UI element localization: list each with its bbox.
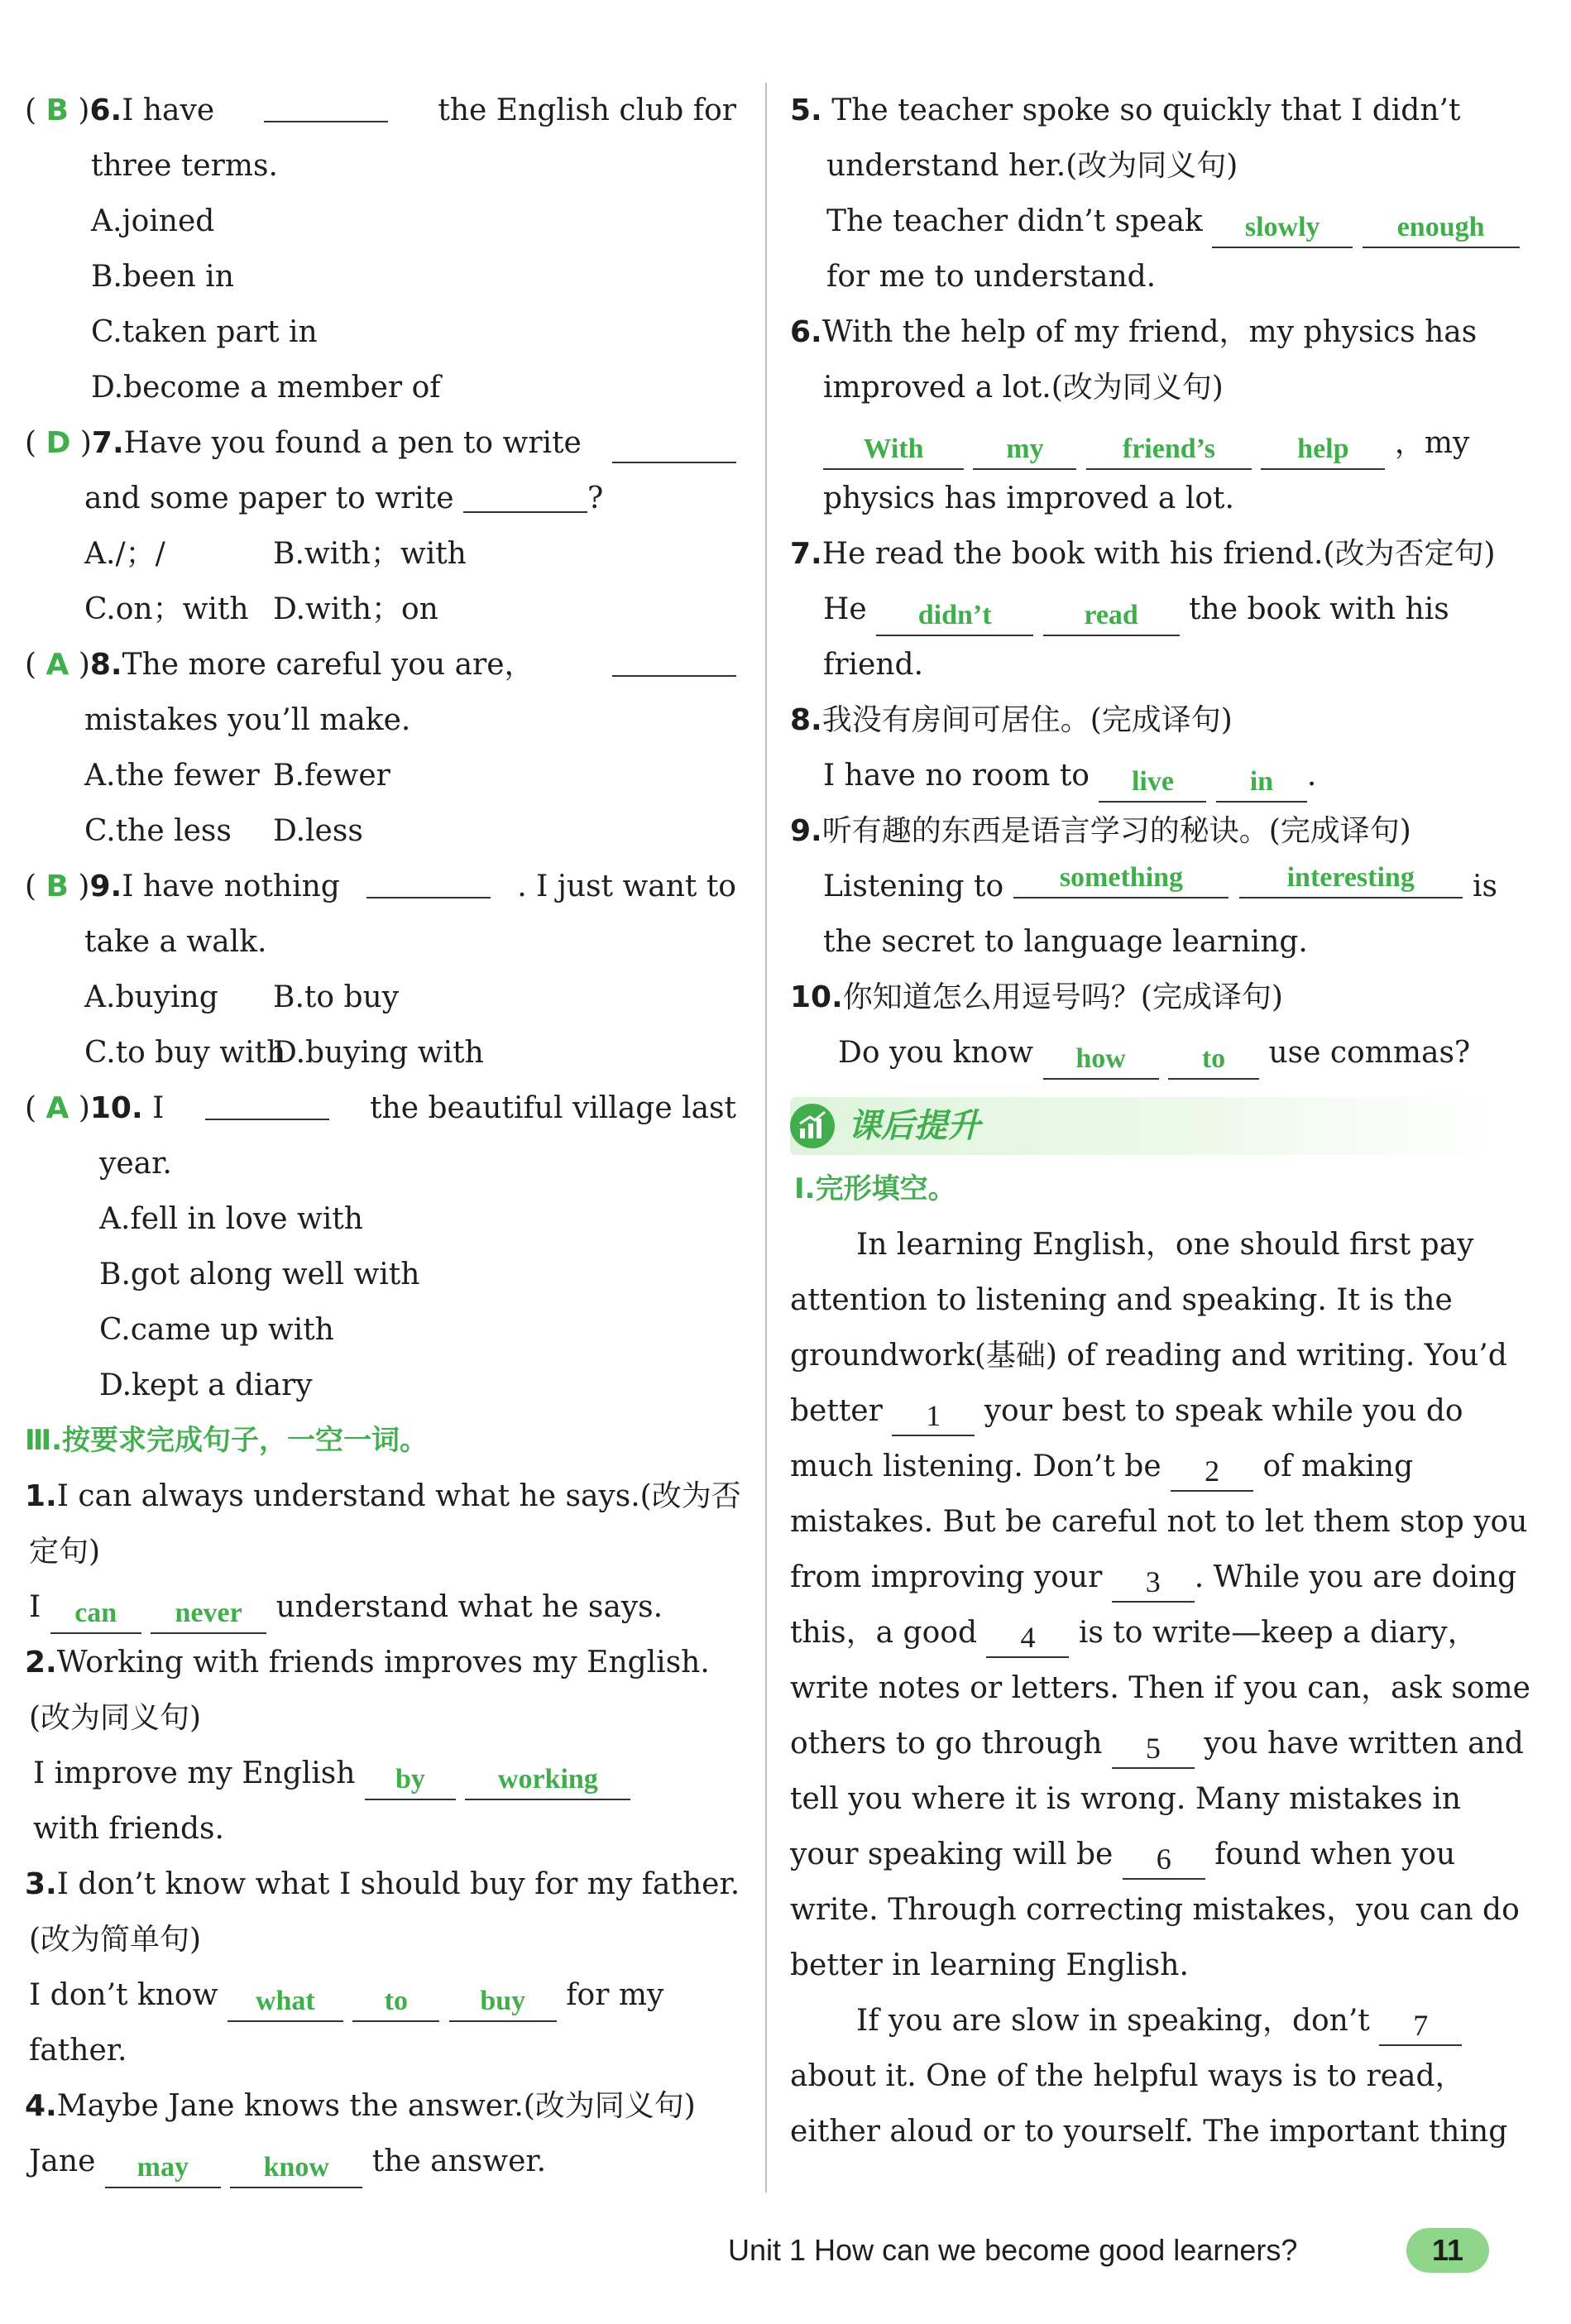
sentence-5-answer	[790, 194, 1497, 249]
answer-blank[interactable]: buy	[449, 1982, 557, 2022]
answer-blank[interactable]: friend’s	[1086, 430, 1252, 470]
question-text: I have	[122, 93, 215, 127]
blank[interactable]	[463, 473, 587, 513]
cloze-heading: Ⅰ.完形填空。	[794, 1172, 956, 1205]
cloze-blank[interactable]: 1	[892, 1397, 975, 1436]
option-d[interactable]: D.buying with	[273, 1036, 484, 1070]
cloze-text: . While you are doing	[1194, 1560, 1517, 1594]
item-text: Working with friends improves my English.	[56, 1646, 710, 1680]
cloze-text: this，a good	[790, 1616, 977, 1650]
cloze-blank[interactable]: 6	[1123, 1840, 1205, 1880]
sentence-text: physics has improved a lot.	[823, 482, 1234, 515]
sentence-3-answer	[25, 1967, 736, 2023]
question-number: 8.	[89, 648, 122, 682]
sentence-10-answer	[790, 1025, 1497, 1081]
question-number: 9.	[89, 870, 122, 903]
answer-blank[interactable]: help	[1261, 430, 1385, 470]
sentence-10	[790, 970, 1497, 1025]
page-number: 11	[1406, 2228, 1489, 2273]
option-a[interactable]: A.joined	[91, 204, 215, 238]
item-text: improved a lot.(改为同义句)	[823, 371, 1224, 405]
options-row	[25, 1025, 736, 1081]
cloze-text: from improving your	[790, 1560, 1103, 1594]
option-b[interactable]: B.been in	[91, 260, 234, 294]
option-c[interactable]: C.the less	[84, 814, 232, 848]
cloze-text: is to write—keep a diary，	[1078, 1616, 1478, 1650]
option-c[interactable]: C.to buy with	[84, 1036, 286, 1070]
item-text: 我没有房间可居住。(完成译句)	[821, 703, 1233, 737]
column-divider	[765, 83, 767, 2192]
sentence-9	[790, 803, 1497, 859]
item-text: 听有趣的东西是语言学习的秘诀。(完成译句)	[821, 814, 1411, 848]
item-number: 7.	[790, 537, 822, 571]
sentence-text: the book with his	[1189, 592, 1449, 626]
answer-blank[interactable]: to	[352, 1982, 439, 2022]
sentence-1	[25, 1469, 741, 1524]
sentence-8	[790, 692, 1497, 748]
cloze-text: In learning English，one should first pay	[856, 1228, 1474, 1262]
option-a[interactable]: A./；/	[84, 537, 165, 571]
cloze-line: write notes or letters. Then if you can，ask some	[790, 1671, 1530, 1705]
cloze-line	[790, 1993, 1497, 2048]
question-number: 6.	[89, 93, 122, 127]
question-text: I have nothing	[122, 870, 340, 903]
options-row	[25, 803, 736, 859]
question-text: and some paper to write	[84, 482, 454, 515]
cloze-line	[790, 1827, 1497, 1882]
section-heading: Ⅲ.按要求完成句子，一空一词。	[25, 1424, 429, 1457]
cloze-text: found when you	[1214, 1838, 1456, 1871]
item-text: With the help of my friend，my physics has	[821, 315, 1478, 349]
sentence-text: He	[823, 592, 867, 626]
sentence-text: understand what he says.	[275, 1590, 663, 1624]
answer-blank[interactable]: read	[1043, 597, 1180, 636]
question-text: take a walk.	[84, 925, 267, 959]
cloze-line	[790, 1217, 1497, 1272]
answer-blank[interactable]: how	[1043, 1040, 1159, 1080]
item-number: 6.	[790, 315, 822, 349]
answer-blank[interactable]: never	[151, 1594, 266, 1634]
option-d[interactable]: D.with；on	[273, 592, 438, 626]
cloze-line	[790, 1383, 1497, 1439]
sentence-text: I don’t know	[29, 1978, 218, 2012]
question-text: the beautiful village last	[370, 1091, 736, 1125]
question-number: 7.	[91, 426, 124, 460]
cloze-line: mistakes. But be careful not to let them stop you	[790, 1505, 1528, 1539]
answer-blank[interactable]: know	[230, 2149, 362, 2188]
sentence-text: .	[1306, 759, 1317, 793]
sentence-text: is	[1472, 870, 1497, 903]
answer-mark: B	[46, 870, 69, 903]
sentence-text: the answer.	[371, 2144, 547, 2178]
cloze-line	[790, 1439, 1497, 1494]
cloze-text: If you are slow in speaking，don’t	[856, 2004, 1370, 2038]
option-d[interactable]: D.kept a diary	[99, 1368, 313, 1402]
question-text: the English club for	[438, 93, 736, 127]
option-d[interactable]: D.less	[273, 814, 363, 848]
item-number: 10.	[790, 980, 843, 1014]
sentence-text: The teacher didn’t speak	[826, 204, 1203, 238]
options-row	[25, 582, 736, 637]
item-number: 3.	[25, 1867, 57, 1901]
answer-blank[interactable]: interesting	[1239, 859, 1463, 898]
item-number: 8.	[790, 703, 822, 737]
cloze-blank[interactable]: 5	[1112, 1729, 1195, 1769]
blank[interactable]	[612, 424, 736, 463]
item-number: 9.	[790, 814, 822, 848]
cloze-line: tell you where it is wrong. Many mistakes in	[790, 1782, 1461, 1816]
item-number: 5.	[790, 93, 822, 127]
blank[interactable]	[366, 859, 491, 898]
option-b[interactable]: B.got along well with	[99, 1258, 420, 1291]
question-6: ( B )6.I have the English club for	[25, 83, 736, 138]
question-mark: ?	[587, 482, 604, 515]
option-c[interactable]: C.on；with	[84, 592, 249, 626]
question-7-cont	[25, 471, 736, 526]
cloze-line	[790, 1605, 1497, 1660]
question-text: mistakes you’ll make.	[84, 703, 411, 737]
cloze-line: either aloud or to yourself. The important thing	[790, 2115, 1508, 2149]
cloze-line: attention to listening and speaking. It is the	[790, 1283, 1453, 1317]
answer-blank[interactable]: by	[365, 1761, 456, 1800]
question-text: I	[152, 1091, 165, 1125]
sentence-text: Jane	[29, 2144, 96, 2178]
sentence-6-answer	[790, 415, 1497, 471]
answer-blank[interactable]: With	[823, 430, 964, 470]
sentence-text: father.	[29, 2034, 127, 2068]
cloze-text: better	[790, 1394, 883, 1428]
sentence-text: use commas?	[1268, 1036, 1471, 1070]
options-row	[25, 526, 736, 582]
sentence-text: I	[29, 1590, 41, 1624]
options-row	[25, 748, 736, 803]
option-d[interactable]: D.become a member of	[91, 371, 441, 405]
cloze-line	[790, 1716, 1524, 1771]
item-number: 4.	[25, 2089, 57, 2123]
cloze-text: of making	[1262, 1450, 1414, 1483]
sentence-2-answer	[25, 1746, 736, 1801]
answer-blank[interactable]: may	[105, 2149, 221, 2188]
cloze-blank[interactable]: 7	[1379, 2006, 1462, 2046]
cloze-text: you have written and	[1204, 1727, 1524, 1761]
sentence-text: for me to understand.	[826, 260, 1157, 294]
answer-blank[interactable]: in	[1216, 763, 1307, 803]
blank[interactable]	[264, 83, 388, 122]
sentence-text: I improve my English	[33, 1756, 356, 1790]
blank[interactable]	[205, 1081, 329, 1120]
question-number: 10.	[89, 1091, 143, 1125]
option-b[interactable]: B.with；with	[273, 537, 467, 571]
cloze-line	[790, 1550, 1517, 1605]
sentence-4	[25, 2078, 736, 2134]
cloze-text: others to go through	[790, 1727, 1103, 1761]
answer-blank[interactable]: something	[1013, 859, 1229, 898]
item-number: 1.	[25, 1479, 57, 1513]
answer-blank[interactable]: can	[50, 1594, 141, 1634]
item-text: (改为简单句)	[29, 1923, 202, 1957]
question-text: The more careful you are，	[122, 648, 534, 682]
blank[interactable]	[612, 637, 736, 677]
item-number: 2.	[25, 1646, 57, 1680]
cloze-blank[interactable]: 2	[1171, 1452, 1253, 1492]
sentence-9-answer	[790, 859, 1497, 914]
sentence-text: ，my	[1394, 426, 1470, 460]
item-text: understand her.(改为同义句)	[826, 149, 1238, 183]
option-a[interactable]: A.buying	[84, 980, 218, 1014]
options-row	[25, 970, 736, 1025]
answer-mark: A	[46, 648, 69, 682]
item-text: Maybe Jane knows the answer.(改为同义句)	[56, 2089, 696, 2123]
answer-blank[interactable]: working	[465, 1761, 630, 1800]
item-text: The teacher spoke so quickly that I didn’t	[831, 93, 1461, 127]
sentence-7	[790, 526, 1497, 582]
item-text: He read the book with his friend.(改为否定句)	[821, 537, 1496, 571]
item-text: (改为同义句)	[29, 1701, 202, 1735]
question-text: year.	[99, 1147, 172, 1181]
answer-mark: B	[46, 93, 69, 127]
sentence-text: the secret to language learning.	[823, 925, 1308, 959]
question-text: Have you found a pen to write	[123, 426, 582, 460]
question-9: ( B )9.I have nothing . I just want to	[25, 859, 736, 914]
option-a[interactable]: A.the fewer	[84, 759, 260, 793]
sentence-text: I have no room to	[823, 759, 1090, 793]
answer-mark: D	[46, 426, 71, 460]
sentence-text: Do you know	[838, 1036, 1034, 1070]
footer-unit-title: Unit 1 How can we become good learners?	[728, 2233, 1298, 2267]
question-text: . I just want to	[517, 870, 736, 903]
cloze-line: better in learning English.	[790, 1948, 1189, 1982]
option-b[interactable]: B.fewer	[273, 759, 390, 793]
answer-blank[interactable]: live	[1099, 763, 1206, 803]
answer-blank[interactable]: didn’t	[876, 597, 1033, 636]
question-8: ( A )8.The more careful you are，	[25, 637, 736, 692]
question-text: three terms.	[91, 149, 278, 183]
answer-blank[interactable]: slowly	[1212, 208, 1353, 248]
answer-blank[interactable]: what	[228, 1982, 343, 2022]
sentence-8-answer	[790, 748, 1497, 803]
cloze-text: your speaking will be	[790, 1838, 1114, 1871]
item-text: 定句)	[29, 1535, 101, 1569]
answer-blank[interactable]: my	[973, 430, 1076, 470]
left-column	[25, 83, 741, 2189]
cloze-line: write. Through correcting mistakes，you can do	[790, 1893, 1520, 1927]
answer-blank[interactable]: to	[1168, 1040, 1259, 1080]
cloze-text: your best to speak while you do	[984, 1394, 1463, 1428]
answer-mark: A	[46, 1091, 69, 1125]
option-c[interactable]: C.taken part in	[91, 315, 318, 349]
sentence-6	[790, 304, 1497, 360]
sentence-7-answer	[790, 582, 1497, 637]
sentence-5	[790, 83, 1497, 138]
cloze-blank[interactable]: 4	[986, 1618, 1069, 1658]
sentence-3	[25, 1857, 740, 1912]
right-column	[790, 83, 1530, 2159]
option-b[interactable]: B.to buy	[273, 980, 400, 1014]
item-text: I don’t know what I should buy for my father.	[56, 1867, 740, 1901]
sentence-text: Listening to	[823, 870, 1004, 903]
option-a[interactable]: A.fell in love with	[99, 1202, 363, 1236]
section-banner	[790, 1097, 1497, 1155]
cloze-line: about it. One of the helpful ways is to read，	[790, 2059, 1465, 2093]
sentence-text: friend.	[823, 648, 924, 682]
chart-icon	[790, 1104, 835, 1148]
question-7: ( D )7.Have you found a pen to write	[25, 415, 736, 471]
banner-title: 课后提升	[848, 1107, 980, 1145]
question-10: ( A )10. I the beautiful village last	[25, 1081, 736, 1136]
option-c[interactable]: C.came up with	[99, 1313, 334, 1347]
cloze-text: much listening. Don’t be	[790, 1450, 1161, 1483]
sentence-text: for my	[566, 1978, 664, 2012]
answer-blank[interactable]: enough	[1363, 208, 1520, 248]
item-text: 你知道怎么用逗号吗？(完成译句)	[842, 980, 1283, 1014]
sentence-4-answer	[25, 2134, 736, 2189]
sentence-2	[25, 1635, 736, 1690]
sentence-text: with friends.	[33, 1812, 224, 1846]
cloze-line: groundwork(基础) of reading and writing. You’d	[790, 1339, 1507, 1373]
item-text: I can always understand what he says.(改为否	[56, 1479, 741, 1513]
sentence-1-answer	[25, 1579, 736, 1635]
cloze-blank[interactable]: 3	[1112, 1563, 1195, 1603]
